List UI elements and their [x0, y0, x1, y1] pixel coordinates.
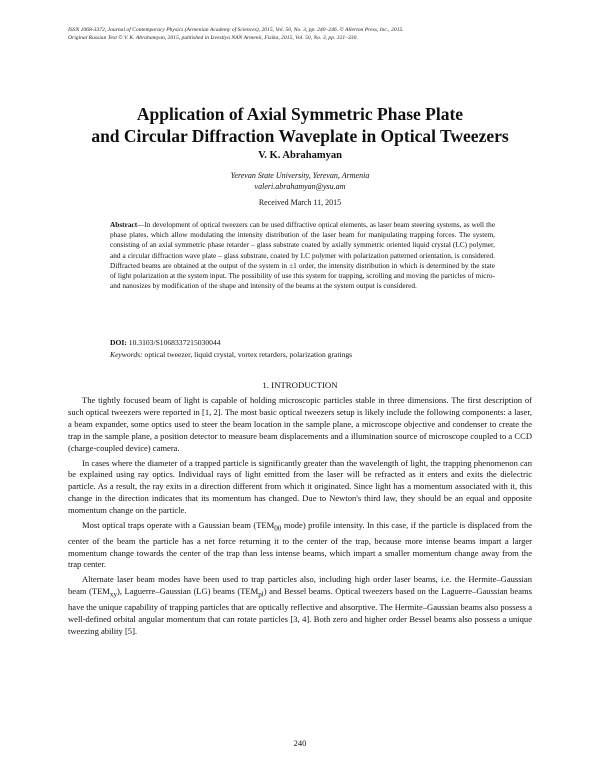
paragraph-3-part-b: mode) profile intensity. In this case, if the particle is displaced from the center of the beam the particle has a net force returning it to the center of the trap, because more intense beams impart a larger momentum change towards the center of the trap than less intense beams, which impart a smaller momentum change away from the trap center.	[68, 520, 533, 570]
paper-title	[60, 103, 540, 147]
header-line-2: Original Russian Text © V. K. Abrahamyan, 2015, published in Izvestiya NAN Armenii, Fizika, 2015, Vol. 50, No. 3, pp. 321–330.	[68, 35, 358, 41]
page-number: 240	[293, 738, 307, 748]
body-text	[68, 395, 532, 641]
section-title: 1. INTRODUCTION	[262, 380, 338, 390]
paragraph-4-part-c: ) and Bessel beams. Optical tweezers based on the Laguerre–Gaussian beams have the unique capability of trapping particles that are optically reflective and absorptive. The Hermite–Gaussian beams also possess a well-defined orbital angular momentum that can rotate particles [3, 4]. Both zero and higher order Bessel beams also possess a unique tweezing ability [5].	[68, 586, 532, 636]
abstract-text: —In development of optical tweezers can be used diffractive optical elements, as laser beam steering systems, as well the phase plates, which allow modulating the intensity distribution of the laser beam for manipulating trapping forces. The system, consisting of an axial symmetric phase retarder – glass substrate coated by axially symmetric oriented liquid crystal (LC) polymer, and a circular diffraction wave plate – glass substrate, coated by LC polymer with polarization patterned orientation, is considered. Diffracted beams are obtained at the output of the system in ±1 order, the intensity distribution in which is determined by the state of light polarization at the system input. The possibility of use this system for trapping, scrolling and moving the particles of micro- and nanosizes by modification of the shape and intensity of the beams at the system output is considered.	[110, 220, 495, 291]
doi-value: 10.3103/S1068337215030044	[126, 338, 221, 347]
paragraph-3	[68, 520, 532, 571]
tem-subscript-00: 00	[274, 524, 282, 533]
paragraph-2: In cases where the diameter of a trapped particle is significantly greater than the wavelength of light, the trapping phenomenon can be explained using ray optics. Individual rays of light emitted from the laser will be refracted as it enters and exits the dielectric particle. As a result, the ray exits in a direction different from which it originated. Since light has a momentum associated with it, this change in the direction indicates that its momentum has changed. Due to Newton's third law, they should be an equal and opposite momentum change on the particle.	[68, 457, 532, 516]
abstract	[110, 220, 495, 291]
abstract-label: Abstract	[110, 220, 138, 229]
paragraph-3-part-a: Most optical traps operate with a Gaussian beam (TEM	[82, 520, 275, 531]
tem-subscript-pl: pl	[258, 591, 264, 599]
doi-label: DOI:	[110, 338, 127, 347]
paragraph-4	[68, 574, 532, 637]
header-line-1: ISSN 1068-3372, Journal of Contemporary Physics (Armenian Academy of Sciences), 2015, Vol. 50, No. 3, pp. 240–246. © Allerton Press, Inc., 2015.	[68, 27, 404, 33]
keywords-label: Keywords:	[110, 350, 143, 359]
keywords-line	[110, 349, 495, 360]
author-name: V. K. Abrahamyan	[258, 150, 342, 161]
affiliation	[60, 170, 540, 192]
title-line-2: and Circular Diffraction Waveplate in Optical Tweezers	[91, 126, 509, 146]
doi-line	[110, 337, 495, 348]
keywords-value: optical tweezer, liquid crystal, vortex retarders, polarization gratings	[142, 350, 353, 359]
paragraph-4-part-b: ), Laguerre–Gaussian (LG) beams (TEM	[117, 586, 259, 597]
received-date: Received March 11, 2015	[258, 198, 342, 207]
journal-header	[68, 26, 538, 42]
tem-subscript-xy: xy	[109, 591, 118, 599]
title-line-1: Application of Axial Symmetric Phase Plate	[136, 104, 464, 124]
paragraph-4-part-a: Alternate laser beam modes have been used to trap particles also, including high order laser beams, i.e. the Hermite–Gaussian beam (TEM	[68, 574, 532, 597]
affiliation-institution: Yerevan State University, Yerevan, Armenia	[230, 171, 370, 180]
affiliation-email: valeri.abrahamyan@ysu.am	[254, 182, 346, 191]
paragraph-1: The tightly focused beam of light is capable of holding microscopic particles stable in three dimensions. The first description of such optical tweezers were reported in [1, 2]. The most basic optical tweezers setup is likely include the following components: a laser, a beam expander, some optics used to steer the beam location in the sample plane, a microscope objective and condenser to create the trap in the sample plane, a position detector to measure beam displacements and a illumination source of microscope coupled to a CCD (charge-coupled device) camera.	[68, 395, 532, 453]
